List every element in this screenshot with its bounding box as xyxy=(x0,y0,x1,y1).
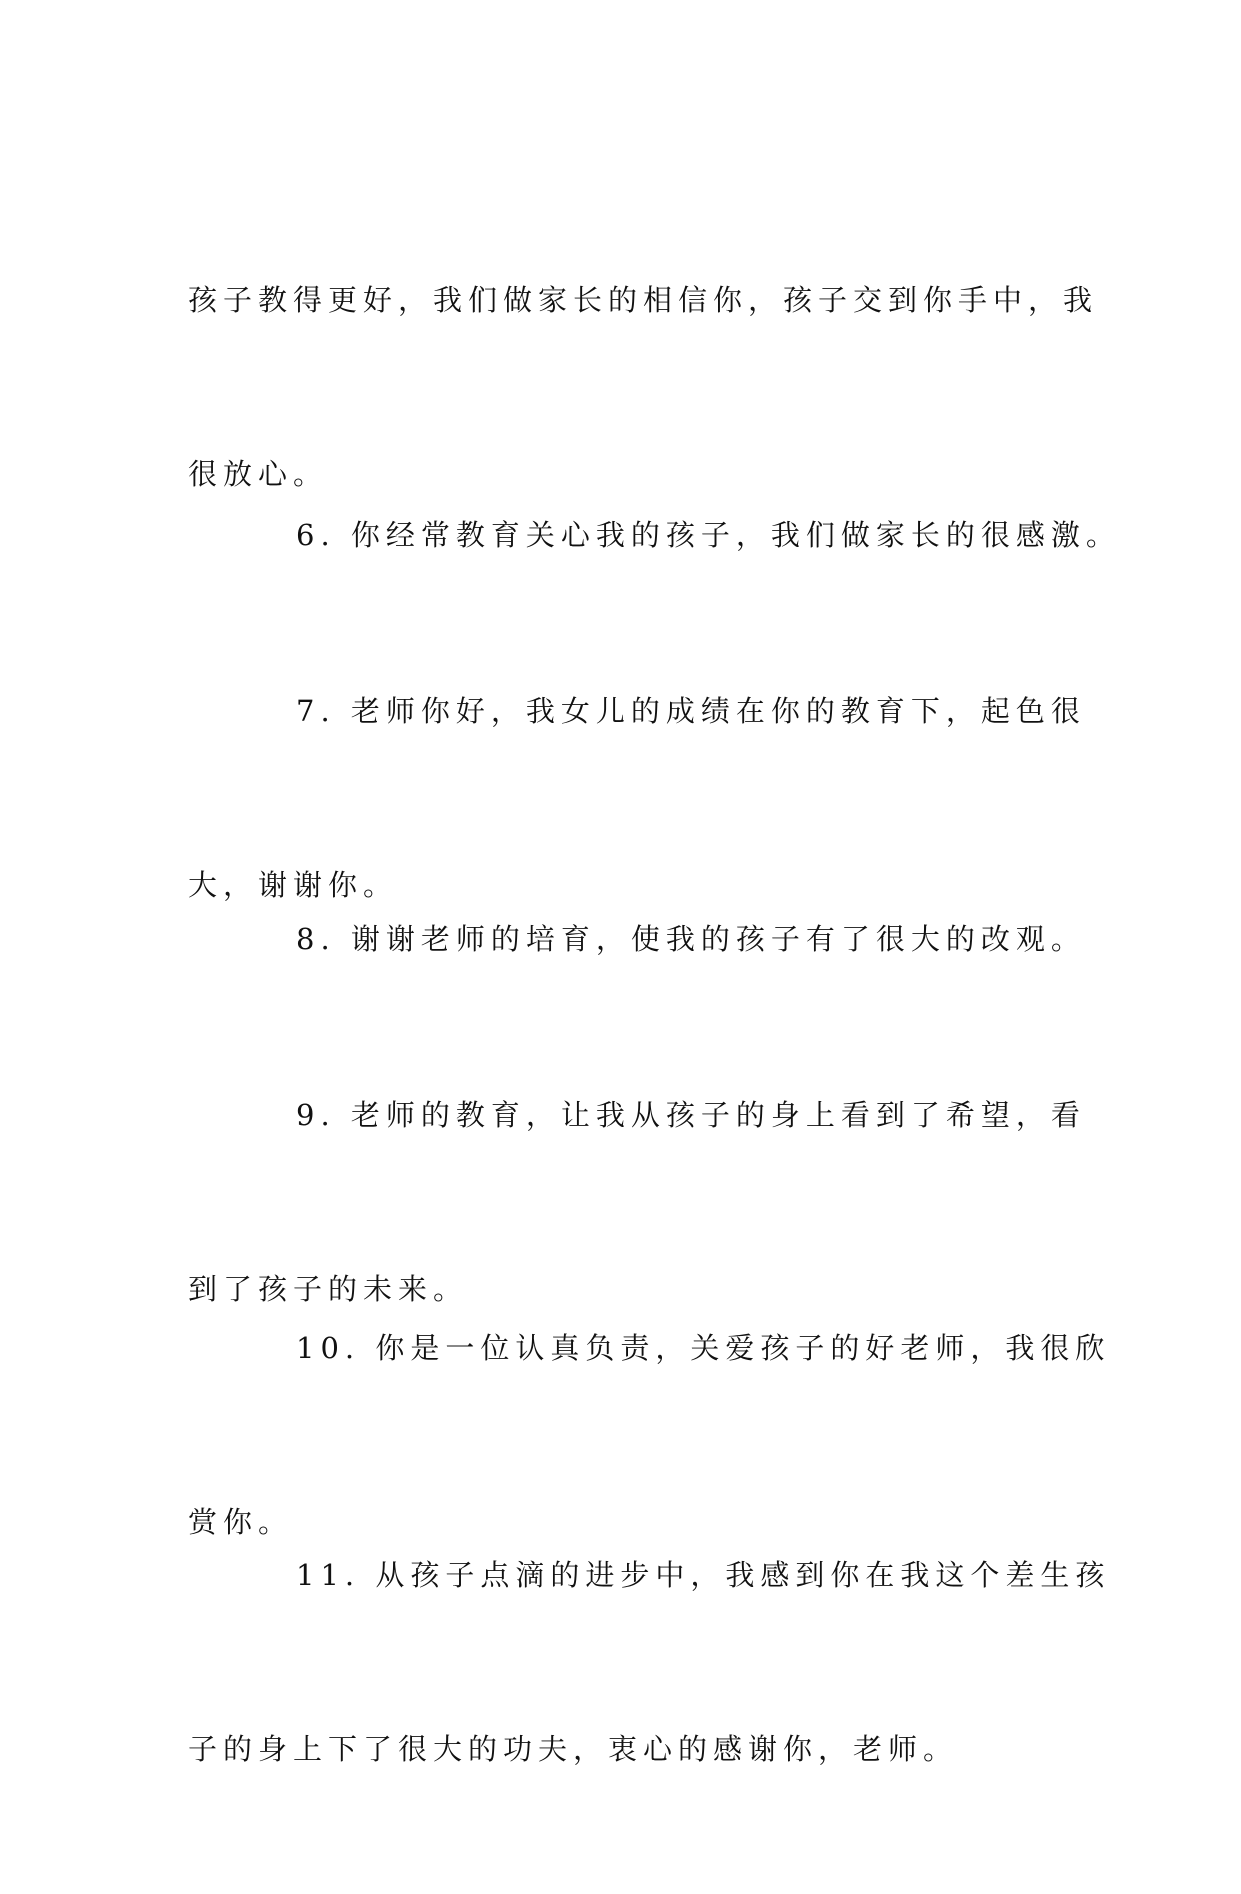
paragraph-line: 很放心。 xyxy=(188,457,329,491)
paragraph-line: 孩子教得更好，我们做家长的相信你，孩子交到你手中，我 xyxy=(188,283,1099,317)
paragraph-line: 6. 你经常教育关心我的孩子，我们做家长的很感激。 xyxy=(296,518,1121,552)
paragraph-line: 7. 老师你好，我女儿的成绩在你的教育下，起色很 xyxy=(296,694,1086,728)
paragraph-line: 9. 老师的教育，让我从孩子的身上看到了希望，看 xyxy=(296,1098,1086,1132)
paragraph-line: 赏你。 xyxy=(188,1505,294,1539)
paragraph-line: 11. 从孩子点滴的进步中，我感到你在我这个差生孩 xyxy=(296,1558,1111,1592)
paragraph-line: 大，谢谢你。 xyxy=(188,868,399,902)
paragraph-line: 8. 谢谢老师的培育，使我的孩子有了很大的改观。 xyxy=(296,922,1086,956)
paragraph-item-11 xyxy=(188,1430,1111,1894)
paragraph-line: 到了孩子的未来。 xyxy=(188,1272,469,1306)
paragraph-line: 子的身上下了很大的功夫，衷心的感谢你，老师。 xyxy=(188,1732,959,1766)
paragraph-line: 10. 你是一位认真负责，关爱孩子的好老师，我很欣 xyxy=(296,1331,1111,1365)
